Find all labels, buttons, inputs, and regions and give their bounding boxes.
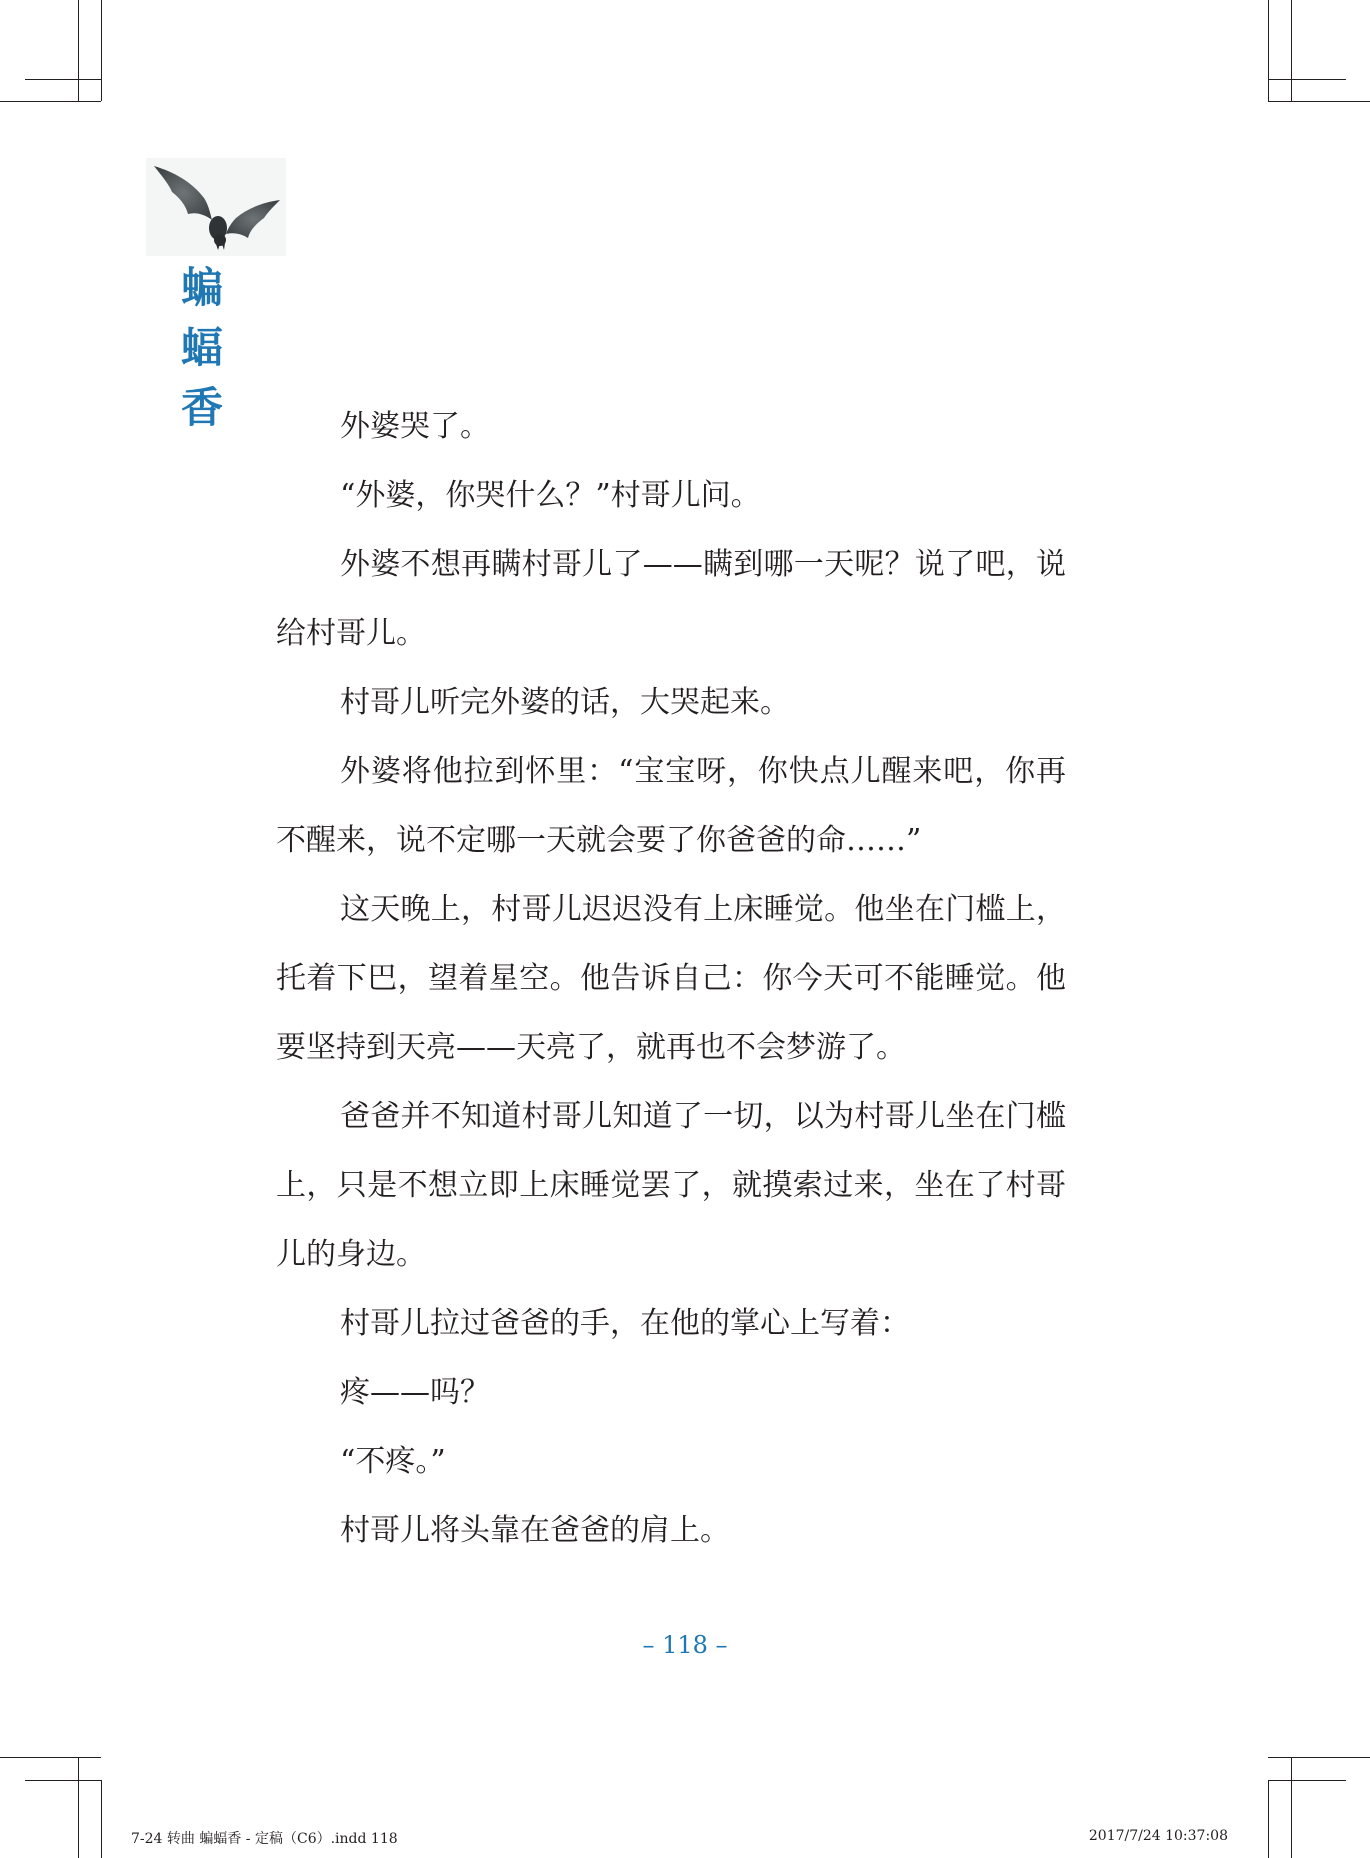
crop-mark-top-left-h	[0, 101, 101, 102]
crop-mark-top-right-h	[1268, 101, 1370, 102]
page-number: – 118 –	[642, 1631, 728, 1659]
print-slug-filename: 7-24 转曲 蝙蝠香 - 定稿（C6）.indd 118	[131, 1831, 398, 1847]
paragraph: 疼——吗？	[340, 1375, 490, 1410]
paragraph: 外婆将他拉到怀里：“宝宝呀，你快点儿醒来吧，你再不醒来，说不定哪一天就会要了你爸爸的命……”	[276, 754, 1066, 858]
crop-mark-top-left-h2	[25, 79, 101, 80]
crop-mark-top-right-h2	[1268, 79, 1346, 80]
crop-mark-bottom-left-v	[78, 1757, 79, 1858]
side-title-char: 蝙	[180, 263, 223, 312]
crop-mark-top-left-v	[101, 0, 102, 101]
side-title-char: 蝠	[180, 323, 223, 372]
crop-mark-bottom-right-h	[1268, 1757, 1370, 1758]
side-title-char: 香	[180, 383, 223, 432]
paragraph: “外婆，你哭什么？”村哥儿问。	[340, 478, 761, 513]
crop-mark-bottom-left-h	[0, 1757, 101, 1758]
paragraph: 这天晚上，村哥儿迟迟没有上床睡觉。他坐在门槛上，托着下巴，望着星空。他告诉自己：你今天可不能睡觉。他要坚持到天亮——天亮了，就再也不会梦游了。	[276, 892, 1066, 1065]
paragraph: “不疼。”	[340, 1444, 446, 1479]
paragraph: 外婆哭了。	[340, 409, 490, 444]
paragraph: 村哥儿拉过爸爸的手，在他的掌心上写着：	[340, 1306, 910, 1341]
crop-mark-bottom-right-v	[1291, 1757, 1292, 1858]
crop-mark-bottom-left-h2	[25, 1780, 101, 1781]
paragraph: 爸爸并不知道村哥儿知道了一切，以为村哥儿坐在门槛上，只是不想立即上床睡觉罢了，就摸索过来，坐在了村哥儿的身边。	[276, 1099, 1066, 1272]
side-title	[176, 258, 228, 438]
paragraph: 村哥儿将头靠在爸爸的肩上。	[340, 1513, 730, 1548]
crop-mark-top-right-v2	[1291, 0, 1292, 101]
crop-mark-bottom-left-v2	[101, 1780, 102, 1858]
print-slug-timestamp: 2017/7/24 10:37:08	[1088, 1828, 1228, 1844]
paragraph: 村哥儿听完外婆的话，大哭起来。	[340, 685, 790, 720]
crop-mark-bottom-right-v2	[1268, 1780, 1269, 1858]
body-text	[276, 392, 1066, 1565]
crop-mark-top-right-v	[1268, 0, 1269, 101]
bat-icon	[146, 158, 286, 256]
crop-mark-bottom-right-h2	[1268, 1780, 1346, 1781]
paragraph: 外婆不想再瞒村哥儿了——瞒到哪一天呢？说了吧，说给村哥儿。	[276, 547, 1066, 651]
crop-mark-top-left-v2	[78, 0, 79, 101]
